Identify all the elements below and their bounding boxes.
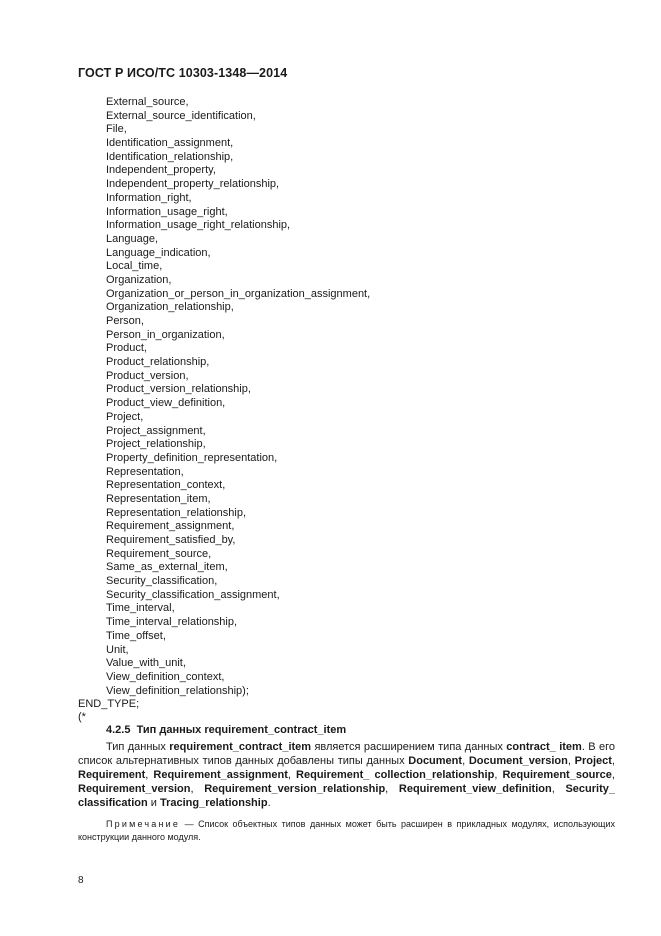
type-list-item: Project, — [106, 410, 144, 423]
type-list-item: Information_usage_right_relationship, — [106, 219, 291, 232]
type-list-item: Requirement_satisfied_by, — [106, 534, 236, 546]
type-list-item: Product_view_definition, — [106, 397, 226, 410]
type-list-item: Unit, — [106, 643, 129, 656]
page-number: 8 — [78, 875, 84, 886]
type-list-item: Language, — [106, 232, 158, 245]
type-list-item: Property_definition_representation, — [106, 451, 278, 464]
type-list-item: Organization_relationship, — [106, 301, 234, 314]
type-list-item: Value_with_unit, — [106, 657, 186, 670]
type-list-item: Representation, — [106, 465, 184, 478]
section-title: Тип данных requirement_contract_item — [136, 724, 347, 736]
type-list-item: Product_version, — [106, 369, 189, 382]
type-list-item: Independent_property_relationship, — [106, 178, 280, 191]
type-list-item: Language_indication, — [106, 246, 211, 259]
type-list-item: Project_assignment, — [106, 424, 206, 437]
type-list-item: Representation_item, — [106, 492, 211, 505]
type-list-item: Project_relationship, — [106, 438, 206, 451]
section-paragraph: Тип данных requirement_contract_item является расширением типа данных contract_ item. В его список альтернативных типов данных добавлены типы данных Document, Document_version, Project, Requirement, Requirement_assignment, Requirement_ collection_relationship, Requirement_source, Requirement_version, Requirement_version_relationship, Requirement_view_definition, Security_ classification и Tracing_relationship. — [78, 741, 616, 809]
document-header: ГОСТ Р ИСО/ТС 10303-1348—2014 — [78, 66, 288, 80]
type-list-item: Product, — [106, 342, 147, 355]
type-list-item: Person_in_organization, — [106, 328, 225, 341]
type-list-item: Independent_property, — [106, 164, 216, 177]
type-list-item: Requirement_source, — [106, 547, 212, 560]
type-list-item: Representation_relationship, — [106, 506, 247, 519]
type-list-item: File, — [106, 123, 127, 136]
type-list-item: Organization_or_person_in_organization_assignment, — [106, 287, 371, 300]
type-list-item: View_definition_relationship); — [106, 684, 249, 697]
type-list-item: External_source, — [106, 96, 189, 108]
type-list-item: Security_classification, — [106, 575, 218, 588]
type-list-item: Security_classification_assignment, — [106, 588, 280, 601]
note-paragraph — [78, 818, 615, 843]
type-list-item: Representation_context, — [106, 479, 226, 492]
type-list-item: Person, — [106, 315, 144, 327]
type-list-item: External_source_identification, — [106, 109, 256, 122]
type-list — [106, 96, 370, 698]
end-type-line: END_TYPE; — [78, 698, 140, 710]
type-list-item: Product_version_relationship, — [106, 383, 251, 396]
type-list-item: Information_right, — [106, 191, 192, 204]
type-list-item: Local_time, — [106, 260, 163, 273]
type-list-item: Time_offset, — [106, 629, 166, 642]
type-list-item: Identification_assignment, — [106, 137, 234, 150]
comment-open-line: (* — [78, 711, 86, 723]
type-list-item: Identification_relationship, — [106, 150, 234, 163]
section-number: 4.2.5 — [106, 724, 131, 736]
type-list-item: Product_relationship, — [106, 356, 210, 369]
type-list-item: Time_interval_relationship, — [106, 616, 238, 629]
note-text: — Список объектных типов данных может быть расширен в прикладных модулях, использующих конструкции данного модуля. — [78, 819, 615, 842]
type-list-item: View_definition_context, — [106, 670, 225, 683]
note-label: Примечание — [106, 819, 181, 829]
section-heading — [106, 724, 346, 736]
type-list-item: Organization, — [106, 273, 172, 286]
type-list-item: Time_interval, — [106, 602, 175, 615]
type-list-item: Requirement_assignment, — [106, 520, 235, 533]
type-list-item: Information_usage_right, — [106, 205, 228, 218]
type-list-item: Same_as_external_item, — [106, 561, 228, 574]
